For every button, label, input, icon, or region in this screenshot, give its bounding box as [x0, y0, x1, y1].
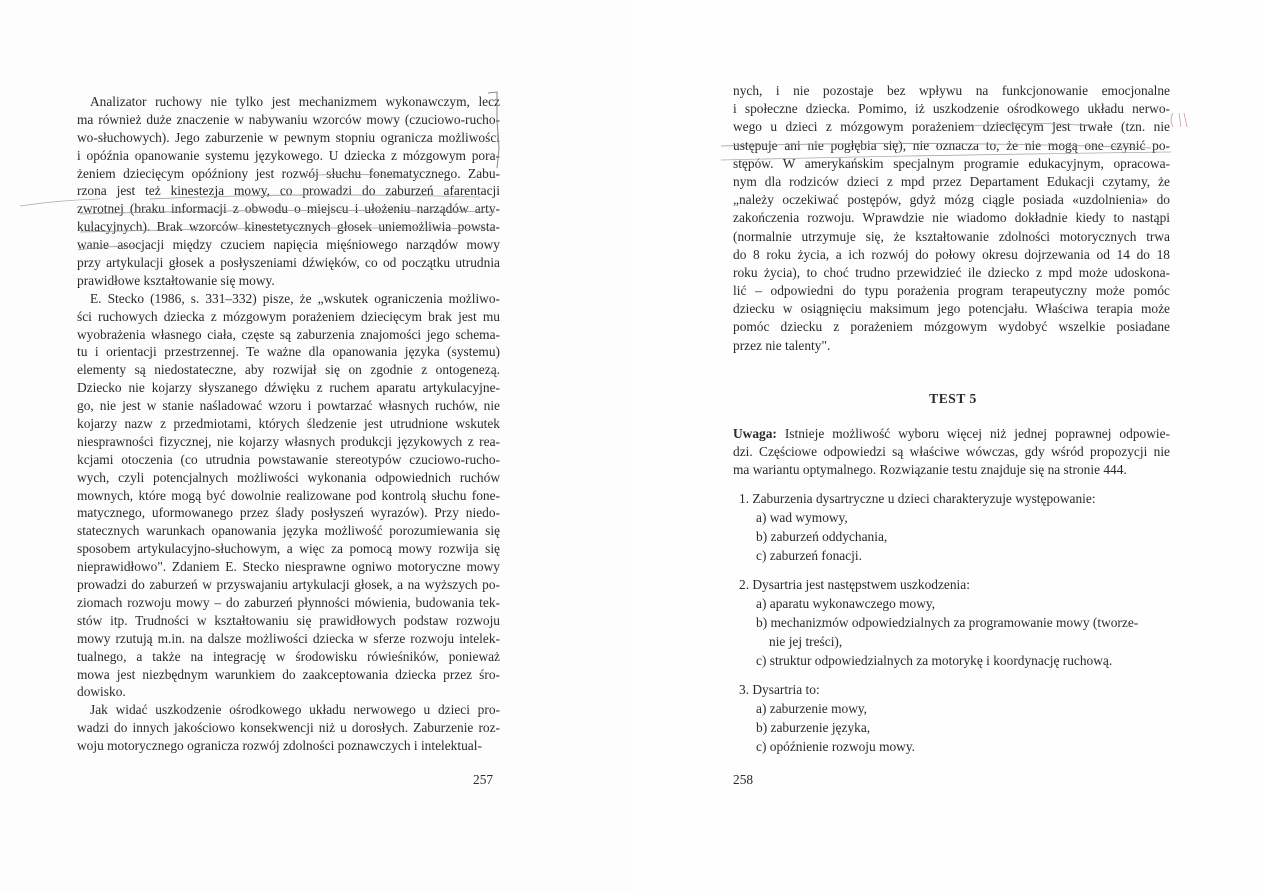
answer-option: nie jej treści), [769, 634, 843, 649]
text-line: wych, czyli potencjalnych możliwości wykonania odpowiednich ruchów [77, 469, 500, 485]
text-line: wyobrażenia własnego ciała, częste są zaburzenia znajomości jego schema- [77, 326, 500, 342]
text-line: woju motorycznego ogranicza rozwój zdolności poznawczych i intelektual- [77, 738, 482, 754]
text-line: tu i orientacji przestrzennej. Te ważne dla opanowania języka (systemu) [77, 344, 500, 360]
text-line: (normalnie utrzymuje się, że kształtowanie zdolności motorycznych trwa [733, 228, 1170, 244]
text-line: Dziecko nie kojarzy słyszanego dźwięku z ruchem aparatu artykulacyjne- [77, 380, 500, 396]
note-label: Uwaga: [733, 426, 777, 441]
text-line: przy artykulacji głosek a posłyszeniami dźwięków, co od początku utrudnia [77, 255, 500, 271]
answer-option: b) zaburzenie języka, [756, 720, 871, 735]
text-line: wanie asocjacji między czuciem napięcia mięśniowego narządów mowy [77, 237, 500, 253]
note-line [733, 443, 1170, 461]
answer-option: a) zaburzenie mowy, [756, 701, 868, 716]
text-line: wo-słuchowych). Jego zaburzenie w pewnym stopniu ogranicza możliwości [77, 129, 500, 145]
text-line: nych, i nie pozostaje bez wpływu na funkcjonowanie emocjonalne [733, 83, 1170, 98]
answer-option: a) aparatu wykonawczego mowy, [756, 596, 936, 611]
text-line: Jak widać uszkodzenie ośrodkowego układu nerwowego u dzieci pro- [90, 702, 500, 718]
page-number-left: 257 [473, 772, 494, 787]
text-line: przez nie talenty". [733, 337, 831, 353]
text-line: żeniem dziecięcym opóźniony jest rozwój słuchu fonematycznego. Zabu- [77, 165, 500, 181]
text-line: tualnego, a także na integrację w środowisku rówieśników, ponieważ [77, 648, 500, 664]
text-line: matycznego, uformowanego przez ślady posłyszeń wyrazów). Przy niedo- [77, 505, 500, 521]
question-2 [739, 575, 1171, 670]
text-line: zakończenia rozwoju. Wprawdzie nie wiadomo dokładnie kiedy to nastąpi [733, 210, 1170, 226]
test-questions [739, 489, 1171, 766]
answer-option: c) struktur odpowiedzialnych za motorykę i koordynację ruchową. [756, 653, 1113, 668]
text-line: do 8 roku życia, a ich rozwój do połowy okresu dojrzewania od 14 do 18 [733, 246, 1170, 262]
text-line: E. Stecko (1986, s. 331–332) pisze, że „wskutek ograniczenia możliwo- [90, 290, 500, 306]
text-line: i społeczne dziecka. Pomimo, iż uszkodzenie ośrodkowego układu nerwo- [733, 101, 1170, 117]
text-line: wego u dzieci z mózgowym porażeniem dziecięcym jest trwałe (tzn. nie [733, 119, 1170, 135]
left-page [0, 0, 631, 893]
right-page-text [733, 82, 1170, 355]
text-line: „należy oczekiwać postępów, gdyż mózg ciągle posiada «uzdolnienia» do [733, 192, 1170, 208]
question-text: 1. Zaburzenia dysartryczne u dzieci charakteryzuje występowanie: [739, 491, 1096, 506]
right-page [631, 0, 1263, 893]
answer-option: b) mechanizmów odpowiedzialnych za programowanie mowy (tworze- [756, 615, 1139, 630]
answer-option: c) opóźnienie rozwoju mowy. [756, 739, 916, 754]
left-page-text [77, 93, 500, 755]
answer-option: c) zaburzeń fonacji. [756, 548, 862, 563]
text-line: mowa jest niezbędnym warunkiem do zaakceptowania dziecka przez śro- [77, 666, 500, 682]
text-line: lić – odpowiedni do typu porażenia program terapeutyczny może pomóc [733, 283, 1170, 299]
text-line: prawidłowe kształtowanie się mowy. [77, 272, 275, 288]
test-note [733, 425, 1170, 479]
text-line: kojarzy nazw z przedmiotami, których śledzenie jest utrudnione wskutek [77, 416, 500, 432]
text-line: mownych, które mogą być dowolnie realizowane pod kontrolą słuchu fone- [77, 487, 500, 503]
text-line: roku życia), to choć trudno przewidzieć ile dziecko z mpd może udoskona- [733, 264, 1170, 280]
text-line: ustępuje ani nie pogłębia się), nie oznacza to, że nie mogą one czynić po- [733, 137, 1170, 153]
answer-option: b) zaburzeń oddychania, [756, 529, 888, 544]
text-line: Analizator ruchowy nie tylko jest mechanizmem wykonawczym, lecz [90, 94, 500, 109]
text-line: nieprawidłowo". Zdaniem E. Stecko niesprawne ogniwo motoryczne mowy [77, 559, 500, 575]
text-line: stów itp. Trudności w kształtowaniu się prawidłowych podstaw rozwoju [77, 612, 500, 628]
text-line: wadzi do innych jakościowo konsekwencji niż u dorosłych. Zaburzenie roz- [77, 720, 500, 736]
question-text: 2. Dysartria jest następstwem uszkodzenia: [739, 577, 970, 592]
text-line: dziecku w osiągnięciu maksimum jego potencjału. Właściwa terapia może [733, 301, 1170, 317]
text-line: kulacyjnych). Brak wzorców kinestetycznych głosek uniemożliwia powsta- [77, 219, 500, 235]
question-1 [739, 489, 1171, 565]
test-heading: TEST 5 [929, 391, 977, 406]
note-line [733, 425, 1170, 443]
text-line: prowadzi do zaburzeń w przyswajaniu artykulacji głosek, a na wyższych po- [77, 577, 500, 593]
note-text: dzi. Częściowe odpowiedzi są właściwe wówczas, gdy wśród propozycji nie [733, 444, 1170, 459]
text-line: zwrotnej (braku informacji z obwodu o miejscu i ułożeniu narządów arty- [77, 201, 500, 217]
text-line: rzona jest też kinestezja mowy, co prowadzi do zaburzeń afarentacji [77, 183, 500, 199]
text-line: sposobem artykulacyjno-słuchowym, a więc za pomocą mowy rozwija się [77, 541, 500, 557]
text-line: ści ruchowych dziecka z mózgowym porażeniem dziecięcym brak jest mu [77, 308, 500, 324]
text-line: mowy rzutują m.in. na dalsze możliwości dziecka w sferze rozwoju intelek- [77, 630, 500, 646]
answer-option: a) wad wymowy, [756, 510, 848, 525]
text-line: i opóźnia opanowanie systemu językowego. U dziecka z mózgowym pora- [77, 147, 500, 163]
text-line: go, nie jest w stanie naśladować wzoru i powtarzać własnych ruchów, nie [77, 398, 500, 414]
note-text: ma wariantu optymalnego. Rozwiązanie testu znajduje się na stronie 444. [733, 462, 1127, 477]
note-text: Istnieje możliwość wyboru więcej niż jednej poprawnej odpowie- [776, 426, 1170, 441]
text-line: dowisko. [77, 684, 126, 700]
text-line: stępów. W amerykańskim specjalnym programie edukacyjnym, opracowa- [733, 155, 1170, 171]
text-line: nym dla rodziców dzieci z mpd przez Departament Edukacji czytamy, że [733, 173, 1170, 189]
question-text: 3. Dysartria to: [739, 682, 820, 697]
text-line: ma również duże znaczenie w nabywaniu wzorców mowy (czuciowo-rucho- [77, 111, 500, 127]
text-line: elementy są niedostateczne, aby rozwijał się on zgodnie z ontogenezą. [77, 362, 500, 378]
page-number-right: 258 [733, 772, 754, 787]
question-3 [739, 680, 1171, 756]
text-line: ziomach rozwoju mowy – do zaburzeń płynności mówienia, budowania tek- [77, 594, 500, 610]
text-line: niesprawności fizycznej, nie kojarzy własnych produkcji językowych z rea- [77, 433, 500, 449]
text-line: statecznych warunkach opanowania języka możliwość porozumiewania się [77, 523, 500, 539]
text-line: kcjami otoczenia (co utrudnia powstawanie stereotypów czuciowo-rucho- [77, 451, 500, 467]
note-line [733, 461, 1170, 479]
text-line: pomóc dziecku z porażeniem mózgowym wydobyć wszelkie posiadane [733, 319, 1170, 335]
